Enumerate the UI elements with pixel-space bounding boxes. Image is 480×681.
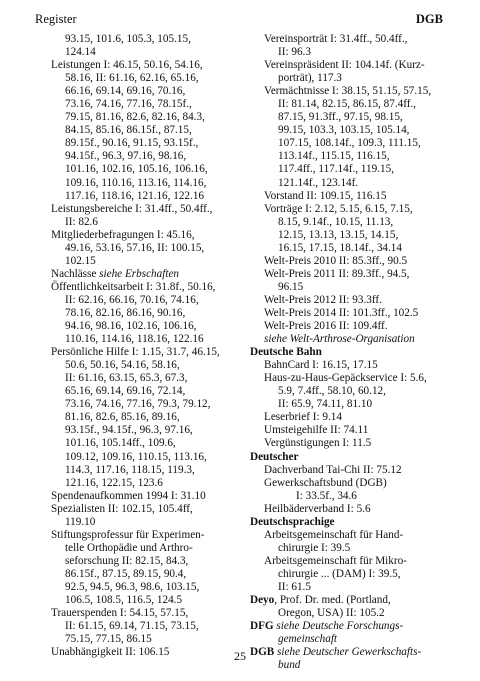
index-line bbox=[250, 477, 446, 490]
index-line bbox=[250, 529, 446, 542]
index-text: Welt-Preis 2011 II: 89.3ff., 94.5, bbox=[264, 267, 410, 280]
index-line bbox=[37, 150, 233, 163]
index-text: Heilbäderverband I: 5.6 bbox=[264, 502, 371, 515]
index-line bbox=[250, 216, 446, 229]
index-line bbox=[37, 33, 233, 46]
index-line bbox=[37, 359, 233, 372]
index-text: seforschung II: 82.15, 84.3, bbox=[65, 554, 189, 567]
index-line bbox=[37, 46, 233, 59]
index-line bbox=[250, 398, 446, 411]
index-text: 12.15, 13.13, 13.15, 14.15, bbox=[278, 228, 399, 241]
left-index-column bbox=[37, 33, 233, 659]
index-heading: Deutschsprachige bbox=[250, 515, 335, 528]
index-text: 113.14f., 115.15, 116.15, bbox=[278, 150, 390, 163]
index-text: I: 33.5f., 34.6 bbox=[296, 489, 357, 502]
index-line bbox=[250, 33, 446, 46]
index-text: Trauerspenden I: 54.15, 57.15, bbox=[51, 607, 189, 620]
index-line bbox=[37, 255, 233, 268]
index-line bbox=[250, 437, 446, 450]
index-line bbox=[37, 464, 233, 477]
cross-reference: bund bbox=[278, 659, 301, 672]
index-text: 99.15, 103.3, 103.15, 105.14, bbox=[278, 124, 410, 137]
index-line bbox=[250, 568, 446, 581]
index-text: Vorstand II: 109.15, 116.15 bbox=[264, 189, 387, 202]
index-line bbox=[250, 163, 446, 176]
index-text: Mitgliederbefragungen I: 45.16, bbox=[51, 228, 195, 241]
index-line bbox=[37, 124, 233, 137]
index-line bbox=[250, 516, 446, 529]
index-text: 102.15 bbox=[65, 254, 96, 267]
header-left: Register bbox=[35, 12, 77, 26]
index-text: 93.15f., 94.15f., 96.3, 97.16, bbox=[65, 424, 193, 437]
index-line bbox=[250, 85, 446, 98]
index-text: 107.15, 108.14f., 109.3, 111.15, bbox=[278, 137, 421, 150]
index-line bbox=[37, 503, 233, 516]
index-text: 124.14 bbox=[65, 46, 96, 59]
index-text: Dachverband Tai-Chi II: 75.12 bbox=[264, 463, 402, 476]
index-text: Welt-Preis 2010 II: 85.3ff., 90.5 bbox=[264, 254, 408, 267]
index-text: Spendenaufkommen 1994 I: 31.10 bbox=[51, 489, 206, 502]
running-header bbox=[35, 12, 443, 32]
index-line bbox=[250, 424, 446, 437]
index-text: 96.15 bbox=[278, 280, 304, 293]
index-line bbox=[37, 372, 233, 385]
index-text: Leistungen I: 46.15, 50.16, 54.16, bbox=[51, 59, 203, 72]
index-line bbox=[250, 111, 446, 124]
index-line bbox=[250, 203, 446, 216]
index-line bbox=[37, 137, 233, 150]
index-line bbox=[250, 281, 446, 294]
index-line bbox=[37, 542, 233, 555]
index-text: 121.16, 122.15, 123.6 bbox=[65, 476, 163, 489]
index-line bbox=[37, 346, 233, 359]
index-line bbox=[250, 72, 446, 85]
index-line bbox=[37, 203, 233, 216]
index-line bbox=[250, 150, 446, 163]
index-text: 109.12, 109.16, 110.15, 113.16, bbox=[65, 450, 207, 463]
index-line bbox=[37, 281, 233, 294]
index-text: 16.15, 17.15, 18.14f., 34.14 bbox=[278, 241, 402, 254]
index-text: Nachlässe bbox=[51, 267, 100, 280]
index-text: 81.16, 82.6, 85.16, 89.16, bbox=[65, 411, 180, 424]
header-right: DGB bbox=[415, 12, 443, 26]
index-text: BahnCard I: 16.15, 17.15 bbox=[264, 359, 378, 372]
index-heading: Deyo bbox=[250, 594, 275, 607]
index-text: 66.16, 69.14, 69.16, 70.16, bbox=[65, 85, 186, 98]
index-line bbox=[37, 568, 233, 581]
index-line bbox=[250, 268, 446, 281]
index-text: 106.5, 108.5, 116.5, 124.5 bbox=[65, 594, 183, 607]
index-line bbox=[250, 307, 446, 320]
index-line bbox=[37, 633, 233, 646]
cross-reference: siehe Deutscher Gewerkschafts- bbox=[274, 646, 422, 659]
index-text: 84.15, 85.16, 86.15f., 87.15, bbox=[65, 124, 192, 137]
index-line bbox=[37, 216, 233, 229]
index-text: Welt-Preis 2016 II: 109.4ff. bbox=[264, 320, 388, 333]
index-text: 65.16, 69.14, 69.16, 72.14, bbox=[65, 385, 186, 398]
index-text: telle Orthopädie und Arthro- bbox=[65, 541, 193, 554]
index-text: II: 81.14, 82.15, 86.15, 87.4ff., bbox=[278, 98, 417, 111]
index-heading: DFG bbox=[250, 620, 274, 633]
index-text: 110.16, 114.16, 118.16, 122.16 bbox=[65, 333, 204, 346]
index-text: Gewerkschaftsbund (DGB) bbox=[264, 476, 387, 489]
cross-reference: siehe Deutsche Forschungs- bbox=[273, 620, 404, 633]
index-line bbox=[37, 607, 233, 620]
index-line bbox=[250, 464, 446, 477]
index-text: 94.16, 98.16, 102.16, 106.16, bbox=[65, 320, 197, 333]
index-text: Vereinspräsident II: 104.14f. (Kurz- bbox=[264, 59, 425, 72]
index-text: 78.16, 82.16, 86.16, 90.16, bbox=[65, 306, 186, 319]
index-text: 109.16, 110.16, 113.16, 114.16, bbox=[65, 176, 207, 189]
index-line bbox=[250, 385, 446, 398]
index-line bbox=[37, 477, 233, 490]
index-text: 121.14f., 123.14f. bbox=[278, 176, 359, 189]
index-text: 117.4ff., 117.14f., 119.15, bbox=[278, 163, 395, 176]
index-text: 58.16, II: 61.16, 62.16, 65.16, bbox=[65, 72, 199, 85]
index-line bbox=[37, 516, 233, 529]
index-line bbox=[37, 163, 233, 176]
index-text: 49.16, 53.16, 57.16, II: 100.15, bbox=[65, 241, 205, 254]
index-text: Vorträge I: 2.12, 5.15, 6.15, 7.15, bbox=[264, 202, 413, 215]
index-line bbox=[37, 620, 233, 633]
index-text: 73.16, 74.16, 77.16, 78.15f., bbox=[65, 98, 192, 111]
index-text: II: 65.9, 74.11, 81.10 bbox=[278, 398, 373, 411]
index-line bbox=[250, 294, 446, 307]
index-line bbox=[37, 424, 233, 437]
index-line bbox=[250, 594, 446, 607]
index-line bbox=[37, 111, 233, 124]
index-line bbox=[37, 555, 233, 568]
index-text: Persönliche Hilfe I: 1.15, 31.7, 46.15, bbox=[51, 346, 220, 359]
index-line bbox=[37, 451, 233, 464]
index-line bbox=[37, 490, 233, 503]
index-line bbox=[250, 137, 446, 150]
index-text: porträt), 117.3 bbox=[278, 72, 342, 85]
index-text: 101.16, 102.16, 105.16, 106.16, bbox=[65, 163, 208, 176]
index-text: Vermächtnisse I: 38.15, 51.15, 57.15, bbox=[264, 85, 432, 98]
index-text: Umsteigehilfe II: 74.11 bbox=[264, 424, 369, 437]
index-line bbox=[37, 190, 233, 203]
cross-reference: siehe Welt-Arthrose-Organisation bbox=[264, 333, 415, 346]
right-index-column bbox=[250, 33, 446, 672]
index-line bbox=[250, 633, 446, 646]
index-line bbox=[250, 59, 446, 72]
index-line bbox=[37, 333, 233, 346]
index-line bbox=[250, 124, 446, 137]
index-text: 93.15, 101.6, 105.3, 105.15, bbox=[65, 33, 191, 45]
index-text: Leistungsbereiche I: 31.4ff., 50.4ff., bbox=[51, 202, 213, 215]
index-text: II: 61.15, 69.14, 71.15, 73.15, bbox=[65, 620, 199, 633]
index-line bbox=[37, 229, 233, 242]
index-text: chirurgie ... (DAM) I: 39.5, bbox=[278, 567, 401, 580]
index-text: Vergünstigungen I: 11.5 bbox=[264, 437, 372, 450]
index-line bbox=[250, 372, 446, 385]
index-line bbox=[37, 385, 233, 398]
index-line bbox=[250, 620, 446, 633]
index-line bbox=[250, 490, 446, 503]
index-text: , Prof. Dr. med. (Portland, bbox=[274, 594, 391, 607]
index-line bbox=[37, 98, 233, 111]
index-text: 79.15, 81.16, 82.6, 82.16, 84.3, bbox=[65, 111, 205, 124]
index-line bbox=[37, 320, 233, 333]
index-text: 86.15f., 87.15, 89.15, 90.4, bbox=[65, 567, 187, 580]
index-text: II: 61.5 bbox=[278, 580, 311, 593]
index-line bbox=[37, 581, 233, 594]
index-text: Arbeitsgemeinschaft für Mikro- bbox=[264, 554, 407, 567]
index-line bbox=[37, 307, 233, 320]
index-text: Haus-zu-Haus-Gepäckservice I: 5.6, bbox=[264, 372, 427, 385]
index-line bbox=[37, 529, 233, 542]
page-number: 25 bbox=[234, 649, 246, 663]
index-line bbox=[250, 46, 446, 59]
index-text: Unabhängigkeit II: 106.15 bbox=[51, 646, 170, 659]
index-text: II: 62.16, 66.16, 70.16, 74.16, bbox=[65, 293, 199, 306]
index-heading: DGB bbox=[250, 646, 275, 659]
index-line bbox=[37, 177, 233, 190]
index-text: 73.16, 74.16, 77.16, 79.3, 79.12, bbox=[65, 398, 211, 411]
index-text: 87.15, 91.3ff., 97.15, 98.15, bbox=[278, 111, 403, 124]
index-line bbox=[250, 581, 446, 594]
index-line bbox=[37, 594, 233, 607]
index-line bbox=[37, 85, 233, 98]
cross-reference: gemeinschaft bbox=[278, 633, 338, 646]
index-text: Leserbrief I: 9.14 bbox=[264, 411, 342, 424]
index-line bbox=[250, 555, 446, 568]
index-text: 89.15f., 90.16, 91.15, 93.15f., bbox=[65, 137, 199, 150]
index-line bbox=[250, 177, 446, 190]
index-text: 75.15, 77.15, 86.15 bbox=[65, 633, 152, 646]
index-line bbox=[37, 294, 233, 307]
index-line bbox=[250, 542, 446, 555]
index-line bbox=[37, 242, 233, 255]
index-line bbox=[250, 190, 446, 203]
index-line bbox=[250, 607, 446, 620]
index-line bbox=[250, 255, 446, 268]
index-line bbox=[250, 451, 446, 464]
index-text: Öffentlichkeitsarbeit I: 31.8f., 50.16, bbox=[51, 280, 216, 293]
index-line bbox=[37, 398, 233, 411]
index-text: 119.10 bbox=[65, 515, 96, 528]
index-line bbox=[250, 98, 446, 111]
index-text: 92.5, 94.5, 96.3, 98.6, 103.15, bbox=[65, 580, 200, 593]
index-line bbox=[37, 268, 233, 281]
index-text: Welt-Preis 2012 II: 93.3ff. bbox=[264, 293, 382, 306]
index-text: chirurgie I: 39.5 bbox=[278, 541, 351, 554]
index-text: Arbeitsgemeinschaft für Hand- bbox=[264, 528, 404, 541]
index-line bbox=[250, 346, 446, 359]
index-line bbox=[37, 411, 233, 424]
cross-reference: siehe Erbschaften bbox=[99, 267, 180, 280]
index-line bbox=[37, 59, 233, 72]
index-text: II: 96.3 bbox=[278, 46, 311, 59]
index-line bbox=[250, 333, 446, 346]
index-text: Spezialisten II: 102.15, 105.4ff, bbox=[51, 502, 193, 515]
index-text: Welt-Preis 2014 II: 101.3ff., 102.5 bbox=[264, 306, 419, 319]
index-text: 114.3, 117.16, 118.15, 119.3, bbox=[65, 463, 195, 476]
index-text: 5.9, 7.4ff., 58.10, 60.12, bbox=[278, 385, 386, 398]
index-text: Stiftungsprofessur für Experimen- bbox=[51, 528, 205, 541]
index-line bbox=[37, 437, 233, 450]
index-line bbox=[250, 229, 446, 242]
index-heading: Deutsche Bahn bbox=[250, 346, 322, 359]
index-text: II: 82.6 bbox=[65, 215, 98, 228]
index-heading: Deutscher bbox=[250, 450, 299, 463]
index-line bbox=[37, 72, 233, 85]
index-text: 8.15, 9.14f., 10.15, 11.13, bbox=[278, 215, 394, 228]
index-text: 94.15f., 96.3, 97.16, 98.16, bbox=[65, 150, 187, 163]
index-line bbox=[250, 242, 446, 255]
index-text: Vereinsporträt I: 31.4ff., 50.4ff., bbox=[264, 33, 408, 45]
index-text: Oregon, USA) II: 105.2 bbox=[278, 607, 385, 620]
index-line bbox=[250, 503, 446, 516]
index-text: 117.16, 118.16, 121.16, 122.16 bbox=[65, 189, 205, 202]
index-line bbox=[250, 320, 446, 333]
index-text: 101.16, 105.14ff., 109.6, bbox=[65, 437, 176, 450]
index-text: 50.6, 50.16, 54.16, 58.16, bbox=[65, 359, 180, 372]
index-line bbox=[250, 359, 446, 372]
index-text: II: 61.16, 63.15, 65.3, 67.3, bbox=[65, 372, 188, 385]
index-line bbox=[250, 411, 446, 424]
